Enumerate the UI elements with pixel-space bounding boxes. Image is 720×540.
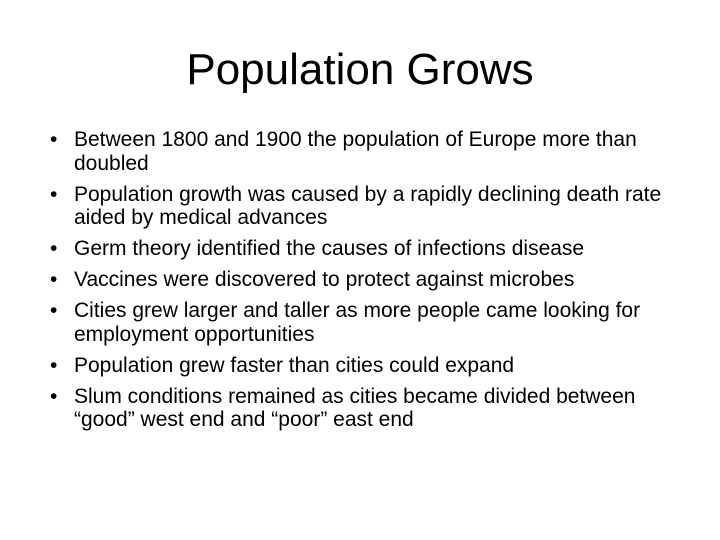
bullet-text: Population grew faster than cities could expand — [74, 353, 515, 377]
bullet-item — [50, 237, 680, 261]
bullet-item — [50, 299, 680, 346]
bullet-text: Population growth was caused by a rapidly declining death rate aided by medical advances — [74, 182, 662, 229]
bullet-item — [50, 385, 680, 432]
bullet-item — [50, 183, 680, 230]
bullet-text: Vaccines were discovered to protect against microbes — [74, 268, 575, 291]
bullet-icon: • — [50, 384, 58, 408]
bullet-text: Slum conditions remained as cities became divided between “good” west end and “poor” east end — [74, 384, 636, 431]
bullet-icon: • — [50, 182, 58, 206]
bullet-icon: • — [50, 299, 58, 322]
bullet-text: Cities grew larger and taller as more people came looking for employment opportunities — [74, 299, 641, 346]
bullet-icon: • — [50, 268, 58, 291]
bullet-icon: • — [50, 128, 58, 151]
bullet-item — [50, 354, 680, 378]
slide-title: Population Grows — [186, 45, 534, 94]
bullet-list — [50, 128, 680, 439]
bullet-text: Between 1800 and 1900 the population of Europe more than doubled — [74, 128, 637, 175]
bullet-icon: • — [50, 353, 58, 377]
bullet-icon: • — [50, 237, 58, 260]
bullet-item — [50, 128, 680, 175]
bullet-text: Germ theory identified the causes of infections disease — [74, 237, 585, 260]
bullet-item — [50, 268, 680, 292]
